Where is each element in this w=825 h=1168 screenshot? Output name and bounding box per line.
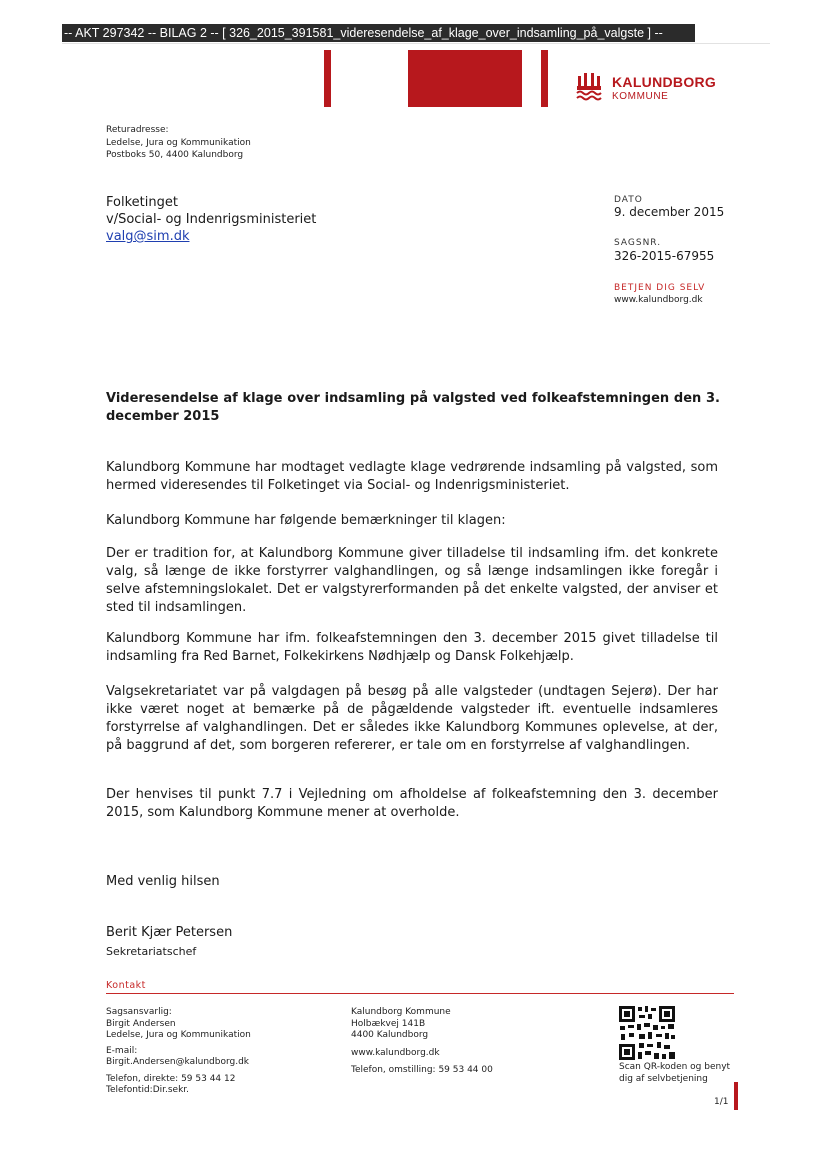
logo-bar-thin-right — [541, 50, 548, 107]
date-value: 9. december 2015 — [614, 205, 725, 219]
signer-title: Sekretariatschef — [106, 945, 197, 958]
contact-heading: Kontakt — [106, 980, 146, 991]
return-address-line1: Ledelse, Jura og Kommunikation — [106, 137, 251, 148]
contact-middle — [351, 1007, 493, 1077]
org-name: Kalundborg Kommune — [351, 1007, 451, 1017]
recipient-block — [106, 194, 316, 245]
contact-department: Ledelse, Jura og Kommunikation — [106, 1030, 251, 1040]
selfservice-label: BETJEN DIG SELV — [614, 283, 706, 293]
contact-phone-direct: Telefon, direkte: 59 53 44 12 — [106, 1073, 236, 1084]
paragraph-3: Der er tradition for, at Kalundborg Kommune giver tilladelse til indsamling ifm. det konkrete valg, så længe de ikke forstyrrer valghandlingen, og så længe indsamlingen ikke foregår i selve afstemningslokalet. Det er valgstyrerformanden på det enkelte valgsted, der anviser et sted til indsamlingen. — [106, 546, 718, 615]
org-street: Holbækvej 141B — [351, 1018, 426, 1029]
paragraph-2: Kalundborg Kommune har følgende bemærkninger til klagen: — [106, 513, 506, 528]
closing-greeting: Med venlig hilsen — [106, 874, 220, 889]
letter-subject: Videresendelse af klage over indsamling på valgsted ved folkeafstemningen den 3. december 2015 — [106, 391, 720, 424]
date-label: DATO — [614, 195, 643, 205]
recipient-name: Folketinget — [106, 195, 178, 210]
page-number: 1/1 — [714, 1097, 729, 1107]
recipient-attention: v/Social- og Indenrigsministeriet — [106, 212, 317, 227]
return-address-label: Returadresse: — [106, 125, 169, 135]
contact-left — [106, 1007, 251, 1097]
qr-caption-line2: dig af selvbetjening — [619, 1073, 708, 1084]
contact-email[interactable]: Birgit.Andersen@kalundborg.dk — [106, 1057, 250, 1067]
paragraph-6: Der henvises til punkt 7.7 i Vejledning om afholdelse af folkeafstemning den 3. december 2015, som Kalundborg Kommune mener at overholde. — [106, 787, 718, 820]
org-website[interactable]: www.kalundborg.dk — [351, 1047, 440, 1058]
paragraph-5: Valgsekretariatet var på valgdagen på besøg på alle valgsteder (undtagen Sejerø). Der har ikke været noget at bemærke på de pågældende valgsteder ift. eventuelle indsamleres forstyrrelse af valghandlingen. Det er således ikke Kalundborg Kommunes oplevelse, at der, på baggrund af det, som borgeren refererer, er tale om en forstyrrelse af valghandlingen. — [106, 684, 718, 753]
case-number-value: 326-2015-67955 — [614, 249, 715, 263]
contact-phone-hours: Telefontid:Dir.sekr. — [106, 1085, 190, 1095]
contact-responsible-name: Birgit Andersen — [106, 1018, 176, 1029]
archive-stamp: -- AKT 297342 -- BILAG 2 -- [ 326_2015_391581_videresendelse_af_klage_over_indsamling_på_valgste ] -- — [62, 24, 695, 42]
contact-email-label: E-mail: — [106, 1045, 138, 1056]
contact-divider — [106, 993, 734, 994]
return-address — [106, 124, 251, 162]
kalundborg-crest-icon — [576, 70, 602, 104]
org-city: 4400 Kalundborg — [351, 1030, 429, 1040]
qr-caption-line1: Scan QR-koden og benyt — [619, 1062, 731, 1072]
qr-code-icon[interactable] — [617, 1004, 677, 1062]
recipient-email-link[interactable]: valg@sim.dk — [106, 229, 190, 244]
page-marker-bar — [734, 1082, 738, 1110]
return-address-line2: Postboks 50, 4400 Kalundborg — [106, 150, 244, 160]
org-phone: Telefon, omstilling: 59 53 44 00 — [351, 1065, 493, 1075]
signer-name: Berit Kjær Petersen — [106, 925, 233, 940]
logo-subtitle: KOMMUNE — [612, 91, 669, 102]
logo-bar-wide — [408, 50, 522, 107]
contact-responsible-label: Sagsansvarlig: — [106, 1007, 172, 1017]
qr-caption — [619, 1062, 730, 1085]
logo-name: KALUNDBORG — [612, 74, 717, 90]
paragraph-1: Kalundborg Kommune har modtaget vedlagte klage vedrørende indsamling på valgsted, som hermed videresendes til Folketinget via Social- og Indenrigsministeriet. — [106, 460, 718, 493]
case-number-label: SAGSNR. — [614, 238, 662, 248]
logo-bar-thin — [324, 50, 331, 107]
website-link[interactable]: www.kalundborg.dk — [614, 295, 703, 305]
paragraph-4: Kalundborg Kommune har ifm. folkeafstemningen den 3. december 2015 givet tilladelse til indsamling fra Red Barnet, Folkekirkens Nødhjælp og Dansk Folkehjælp. — [106, 631, 718, 664]
header-divider — [62, 43, 770, 44]
